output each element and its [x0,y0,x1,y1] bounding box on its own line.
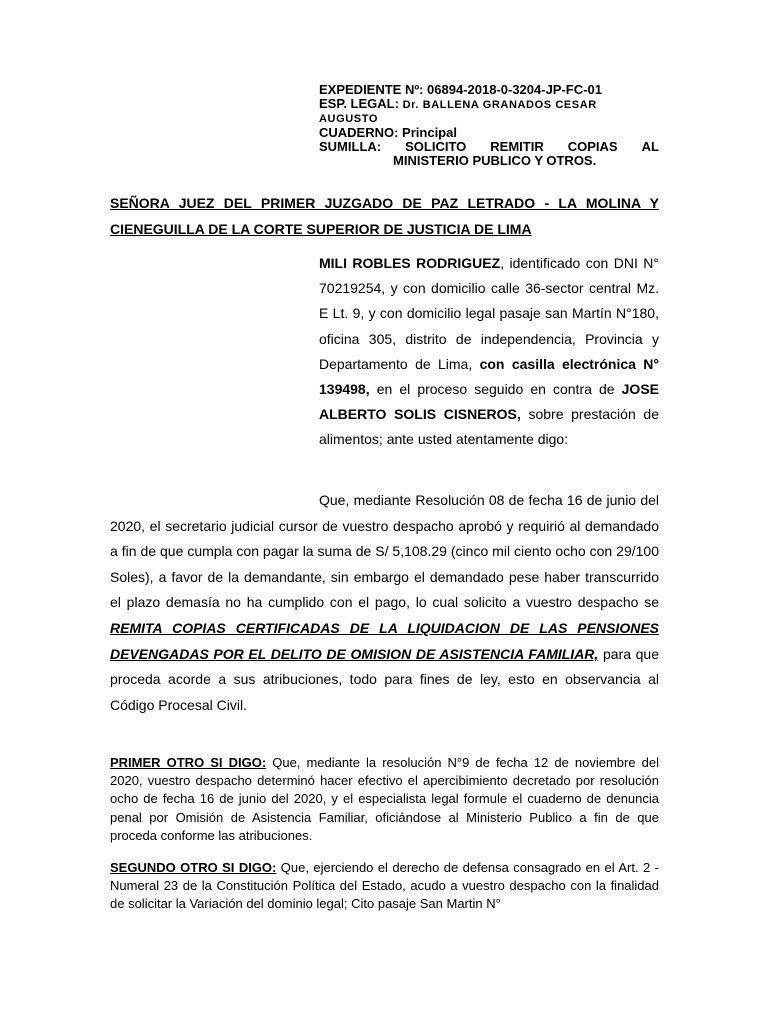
addressee-heading [110,190,659,242]
intro-text: sobre prestación de alimentos; ante usted atentamente digo: [319,406,659,448]
cuaderno-line: CUADERNO: Principal [319,125,457,140]
expediente-line: EXPEDIENTE Nº: 06894-2018-0-3204-JP-FC-01 [319,82,602,97]
esp-legal-line [319,97,659,112]
esp-legal-label: ESP. LEGAL: [319,96,399,111]
sumilla-word: SOLICITO [405,139,467,154]
otro-label: PRIMER OTRO SI DIGO: [110,755,267,770]
main-paragraph-text: Que, mediante Resolución 08 de fecha 16 de junio del 2020, el secretario judicial cursor de vuestro despacho aprobó y requirió al demandado a fin de que cumpla con pagar la suma de S/ 5,108.29 (cinco mil ciento ocho con 29/100 Soles), a favor de la demandante, sin embargo el demandado pese haber transcurrido el plazo demasía no ha cumplido con el pago, lo cual solicito a vuestro despacho se [110,492,659,611]
sumilla-word: REMITIR [490,139,544,154]
otro-label: SEGUNDO OTRO SI DIGO: [110,860,277,875]
sumilla-word: AL [641,139,659,154]
segundo-otro-si-digo [110,859,659,914]
primer-otro-si-digo [110,754,659,845]
esp-legal-value: Dr. BALLENA GRANADOS CESAR [402,99,597,111]
request-highlight: REMITA COPIAS CERTIFICADAS DE LA LIQUIDACION DE LAS PENSIONES DEVENGADAS POR EL DELITO DE OMISION DE ASISTENCIA FAMILIAR, [110,619,659,662]
intro-text: , identificado con DNI N° 70219254, y con domicilio calle 36-sector central Mz. E Lt. 9, y con domicilio legal pasaje san Martín N°180, oficina 305, distrito de independencia, Provincia y Departamento de Lima, [319,255,659,372]
otro-text: Que, ejerciendo el derecho de defensa consagrado en el Art. 2 - Numeral 23 de la Constitución Política del Estado, acudo a vuestro despacho con la finalidad de solicitar la Variación del dominio legal; Cito pasaje San Martin N° [110,860,659,912]
otro-text: Que, mediante la resolución N°9 de fecha 12 de noviembre del 2020, vuestro despacho determinó hacer efectivo el apercibimiento decretado por resolución ocho de fecha 16 de junio del 2020, y el especialista legal formule el cuaderno de denuncia penal por Omisión de Asistencia Familiar, oficiándose al Ministerio Publico a fin de que proceda conforme las atribuciones. [110,755,659,843]
esp-legal-value-continued: AUGUSTO [319,113,379,125]
sumilla-word: COPIAS [567,139,618,154]
defendant-name: JOSE ALBERTO SOLIS CISNEROS, [319,381,659,423]
intro-text: en el proceso seguido en contra de [369,381,622,398]
sumilla-word: SUMILLA: [319,139,382,154]
casilla-electronica: con casilla electrónica N° 139498, [319,355,659,398]
sumilla-line [319,140,659,154]
petitioner-intro [319,251,659,453]
main-paragraph-text: para que proceda acorde a sus atribuciones, todo para fines de ley, esto en observancia al Código Procesal Civil. [110,645,659,713]
petitioner-name: MILI ROBLES RODRIGUEZ [319,255,501,271]
sumilla-line-2: MINISTERIO PUBLICO Y OTROS. [393,153,597,168]
addressee-line-2: CIENEGUILLA DE LA CORTE SUPERIOR DE JUSTICIA DE LIMA [110,221,532,237]
main-paragraph [110,488,659,718]
addressee-line-1: SEÑORA JUEZ DEL PRIMER JUZGADO DE PAZ LETRADO - LA MOLINA Y [110,195,659,211]
case-header [319,83,659,168]
